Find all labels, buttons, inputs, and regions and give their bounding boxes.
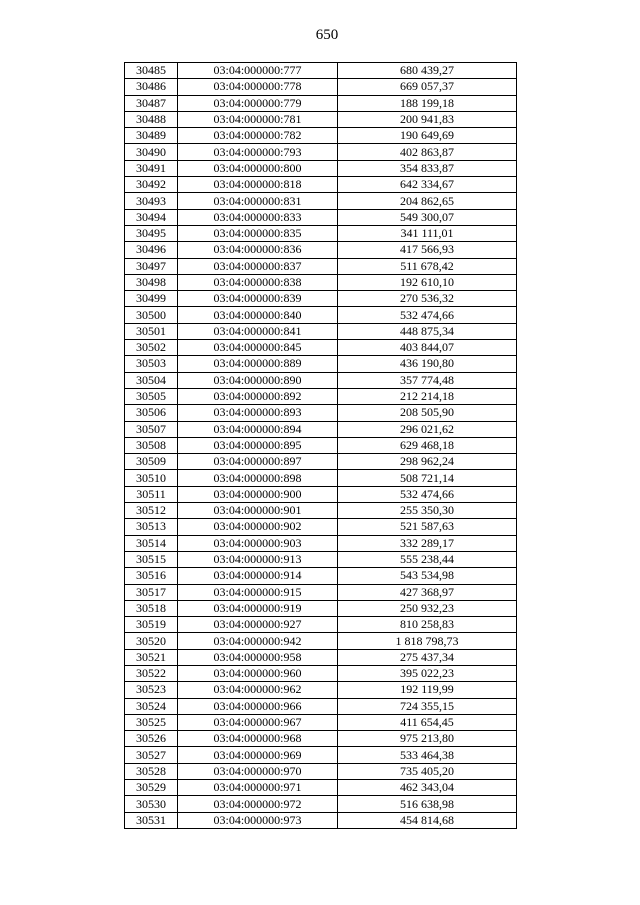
table-row	[125, 519, 517, 535]
cadastral-number-cell: 03:04:000000:835	[178, 225, 338, 241]
amount-cell: 212 214,18	[338, 388, 517, 404]
row-number-cell: 30531	[125, 812, 178, 828]
row-number-cell: 30513	[125, 519, 178, 535]
cadastral-number-cell: 03:04:000000:839	[178, 291, 338, 307]
table-row	[125, 63, 517, 79]
table-row	[125, 242, 517, 258]
table-row	[125, 503, 517, 519]
table-row	[125, 714, 517, 730]
amount-cell: 403 844,07	[338, 340, 517, 356]
cadastral-number-cell: 03:04:000000:967	[178, 714, 338, 730]
amount-cell: 629 468,18	[338, 437, 517, 453]
amount-cell: 332 289,17	[338, 535, 517, 551]
amount-cell: 669 057,37	[338, 79, 517, 95]
cadastral-number-cell: 03:04:000000:782	[178, 128, 338, 144]
cadastral-number-cell: 03:04:000000:895	[178, 437, 338, 453]
amount-cell: 1 818 798,73	[338, 633, 517, 649]
row-number-cell: 30511	[125, 486, 178, 502]
amount-cell: 975 213,80	[338, 731, 517, 747]
table-row	[125, 763, 517, 779]
row-number-cell: 30486	[125, 79, 178, 95]
table-row	[125, 356, 517, 372]
amount-cell: 395 022,23	[338, 665, 517, 681]
table-row	[125, 649, 517, 665]
table-row	[125, 535, 517, 551]
cadastral-number-cell: 03:04:000000:833	[178, 209, 338, 225]
cadastral-number-cell: 03:04:000000:777	[178, 63, 338, 79]
amount-cell: 354 833,87	[338, 160, 517, 176]
table-row	[125, 405, 517, 421]
table-row	[125, 111, 517, 127]
table-row	[125, 421, 517, 437]
table-row	[125, 698, 517, 714]
row-number-cell: 30495	[125, 225, 178, 241]
row-number-cell: 30509	[125, 454, 178, 470]
row-number-cell: 30519	[125, 617, 178, 633]
cadastral-number-cell: 03:04:000000:902	[178, 519, 338, 535]
table-row	[125, 551, 517, 567]
table-row	[125, 796, 517, 812]
cadastral-number-cell: 03:04:000000:969	[178, 747, 338, 763]
table-row	[125, 617, 517, 633]
row-number-cell: 30500	[125, 307, 178, 323]
table-body	[125, 63, 517, 829]
table-row	[125, 486, 517, 502]
amount-cell: 296 021,62	[338, 421, 517, 437]
amount-cell: 454 814,68	[338, 812, 517, 828]
cadastral-number-cell: 03:04:000000:915	[178, 584, 338, 600]
cadastral-number-cell: 03:04:000000:962	[178, 682, 338, 698]
cadastral-number-cell: 03:04:000000:840	[178, 307, 338, 323]
cadastral-number-cell: 03:04:000000:831	[178, 193, 338, 209]
cadastral-number-cell: 03:04:000000:793	[178, 144, 338, 160]
table-row	[125, 95, 517, 111]
table-row	[125, 193, 517, 209]
amount-cell: 521 587,63	[338, 519, 517, 535]
amount-cell: 341 111,01	[338, 225, 517, 241]
table-row	[125, 454, 517, 470]
amount-cell: 402 863,87	[338, 144, 517, 160]
amount-cell: 532 474,66	[338, 307, 517, 323]
table-row	[125, 633, 517, 649]
amount-cell: 680 439,27	[338, 63, 517, 79]
cadastral-number-cell: 03:04:000000:970	[178, 763, 338, 779]
table-row	[125, 812, 517, 828]
table-row	[125, 274, 517, 290]
table-row	[125, 372, 517, 388]
row-number-cell: 30526	[125, 731, 178, 747]
cadastral-number-cell: 03:04:000000:973	[178, 812, 338, 828]
table-row	[125, 144, 517, 160]
cadastral-number-cell: 03:04:000000:778	[178, 79, 338, 95]
row-number-cell: 30503	[125, 356, 178, 372]
cadastral-number-cell: 03:04:000000:901	[178, 503, 338, 519]
amount-cell: 436 190,80	[338, 356, 517, 372]
row-number-cell: 30492	[125, 177, 178, 193]
cadastral-number-cell: 03:04:000000:897	[178, 454, 338, 470]
table-row	[125, 584, 517, 600]
row-number-cell: 30496	[125, 242, 178, 258]
cadastral-number-cell: 03:04:000000:838	[178, 274, 338, 290]
amount-cell: 508 721,14	[338, 470, 517, 486]
cadastral-number-cell: 03:04:000000:960	[178, 665, 338, 681]
amount-cell: 417 566,93	[338, 242, 517, 258]
amount-cell: 298 962,24	[338, 454, 517, 470]
amount-cell: 735 405,20	[338, 763, 517, 779]
table-row	[125, 470, 517, 486]
amount-cell: 532 474,66	[338, 486, 517, 502]
cadastral-number-cell: 03:04:000000:892	[178, 388, 338, 404]
cadastral-number-cell: 03:04:000000:818	[178, 177, 338, 193]
amount-cell: 448 875,34	[338, 323, 517, 339]
row-number-cell: 30517	[125, 584, 178, 600]
cadastral-number-cell: 03:04:000000:968	[178, 731, 338, 747]
row-number-cell: 30488	[125, 111, 178, 127]
amount-cell: 543 534,98	[338, 568, 517, 584]
cadastral-number-cell: 03:04:000000:894	[178, 421, 338, 437]
table-row	[125, 160, 517, 176]
cadastral-number-cell: 03:04:000000:893	[178, 405, 338, 421]
table-row	[125, 291, 517, 307]
amount-cell: 555 238,44	[338, 551, 517, 567]
amount-cell: 192 610,10	[338, 274, 517, 290]
cadastral-number-cell: 03:04:000000:779	[178, 95, 338, 111]
row-number-cell: 30528	[125, 763, 178, 779]
row-number-cell: 30530	[125, 796, 178, 812]
row-number-cell: 30525	[125, 714, 178, 730]
table-row	[125, 177, 517, 193]
table-row	[125, 388, 517, 404]
cadastral-number-cell: 03:04:000000:845	[178, 340, 338, 356]
row-number-cell: 30494	[125, 209, 178, 225]
row-number-cell: 30493	[125, 193, 178, 209]
cadastral-number-cell: 03:04:000000:942	[178, 633, 338, 649]
row-number-cell: 30485	[125, 63, 178, 79]
cadastral-number-cell: 03:04:000000:890	[178, 372, 338, 388]
row-number-cell: 30512	[125, 503, 178, 519]
table-row	[125, 323, 517, 339]
page-number: 650	[315, 27, 339, 43]
table-row	[125, 600, 517, 616]
table-row	[125, 340, 517, 356]
row-number-cell: 30524	[125, 698, 178, 714]
cadastral-number-cell: 03:04:000000:900	[178, 486, 338, 502]
cadastral-number-cell: 03:04:000000:837	[178, 258, 338, 274]
table-row	[125, 258, 517, 274]
cadastral-number-cell: 03:04:000000:971	[178, 780, 338, 796]
amount-cell: 270 536,32	[338, 291, 517, 307]
row-number-cell: 30518	[125, 600, 178, 616]
amount-cell: 188 199,18	[338, 95, 517, 111]
cadastral-number-cell: 03:04:000000:914	[178, 568, 338, 584]
row-number-cell: 30527	[125, 747, 178, 763]
cadastral-number-cell: 03:04:000000:898	[178, 470, 338, 486]
row-number-cell: 30508	[125, 437, 178, 453]
row-number-cell: 30502	[125, 340, 178, 356]
data-table	[124, 62, 517, 829]
table-row	[125, 307, 517, 323]
table-row	[125, 437, 517, 453]
table-row	[125, 568, 517, 584]
cadastral-number-cell: 03:04:000000:927	[178, 617, 338, 633]
row-number-cell: 30491	[125, 160, 178, 176]
amount-cell: 255 350,30	[338, 503, 517, 519]
table-row	[125, 209, 517, 225]
cadastral-number-cell: 03:04:000000:781	[178, 111, 338, 127]
amount-cell: 411 654,45	[338, 714, 517, 730]
amount-cell: 516 638,98	[338, 796, 517, 812]
cadastral-number-cell: 03:04:000000:889	[178, 356, 338, 372]
amount-cell: 190 649,69	[338, 128, 517, 144]
table-row	[125, 79, 517, 95]
row-number-cell: 30506	[125, 405, 178, 421]
amount-cell: 192 119,99	[338, 682, 517, 698]
amount-cell: 200 941,83	[338, 111, 517, 127]
row-number-cell: 30499	[125, 291, 178, 307]
amount-cell: 810 258,83	[338, 617, 517, 633]
amount-cell: 427 368,97	[338, 584, 517, 600]
row-number-cell: 30515	[125, 551, 178, 567]
row-number-cell: 30510	[125, 470, 178, 486]
cadastral-number-cell: 03:04:000000:919	[178, 600, 338, 616]
row-number-cell: 30498	[125, 274, 178, 290]
cadastral-number-cell: 03:04:000000:913	[178, 551, 338, 567]
row-number-cell: 30529	[125, 780, 178, 796]
row-number-cell: 30522	[125, 665, 178, 681]
row-number-cell: 30523	[125, 682, 178, 698]
amount-cell: 724 355,15	[338, 698, 517, 714]
table-row	[125, 682, 517, 698]
row-number-cell: 30505	[125, 388, 178, 404]
row-number-cell: 30504	[125, 372, 178, 388]
row-number-cell: 30489	[125, 128, 178, 144]
amount-cell: 642 334,67	[338, 177, 517, 193]
cadastral-number-cell: 03:04:000000:800	[178, 160, 338, 176]
amount-cell: 208 505,90	[338, 405, 517, 421]
row-number-cell: 30507	[125, 421, 178, 437]
table-row	[125, 665, 517, 681]
cadastral-number-cell: 03:04:000000:972	[178, 796, 338, 812]
cadastral-number-cell: 03:04:000000:903	[178, 535, 338, 551]
table-row	[125, 128, 517, 144]
row-number-cell: 30514	[125, 535, 178, 551]
amount-cell: 275 437,34	[338, 649, 517, 665]
cadastral-number-cell: 03:04:000000:958	[178, 649, 338, 665]
cadastral-number-cell: 03:04:000000:841	[178, 323, 338, 339]
row-number-cell: 30497	[125, 258, 178, 274]
row-number-cell: 30487	[125, 95, 178, 111]
amount-cell: 511 678,42	[338, 258, 517, 274]
table-row	[125, 225, 517, 241]
amount-cell: 533 464,38	[338, 747, 517, 763]
cadastral-number-cell: 03:04:000000:836	[178, 242, 338, 258]
row-number-cell: 30516	[125, 568, 178, 584]
amount-cell: 204 862,65	[338, 193, 517, 209]
amount-cell: 462 343,04	[338, 780, 517, 796]
row-number-cell: 30520	[125, 633, 178, 649]
amount-cell: 357 774,48	[338, 372, 517, 388]
table-row	[125, 731, 517, 747]
amount-cell: 549 300,07	[338, 209, 517, 225]
cadastral-number-cell: 03:04:000000:966	[178, 698, 338, 714]
table-row	[125, 780, 517, 796]
row-number-cell: 30521	[125, 649, 178, 665]
table-row	[125, 747, 517, 763]
amount-cell: 250 932,23	[338, 600, 517, 616]
row-number-cell: 30490	[125, 144, 178, 160]
row-number-cell: 30501	[125, 323, 178, 339]
